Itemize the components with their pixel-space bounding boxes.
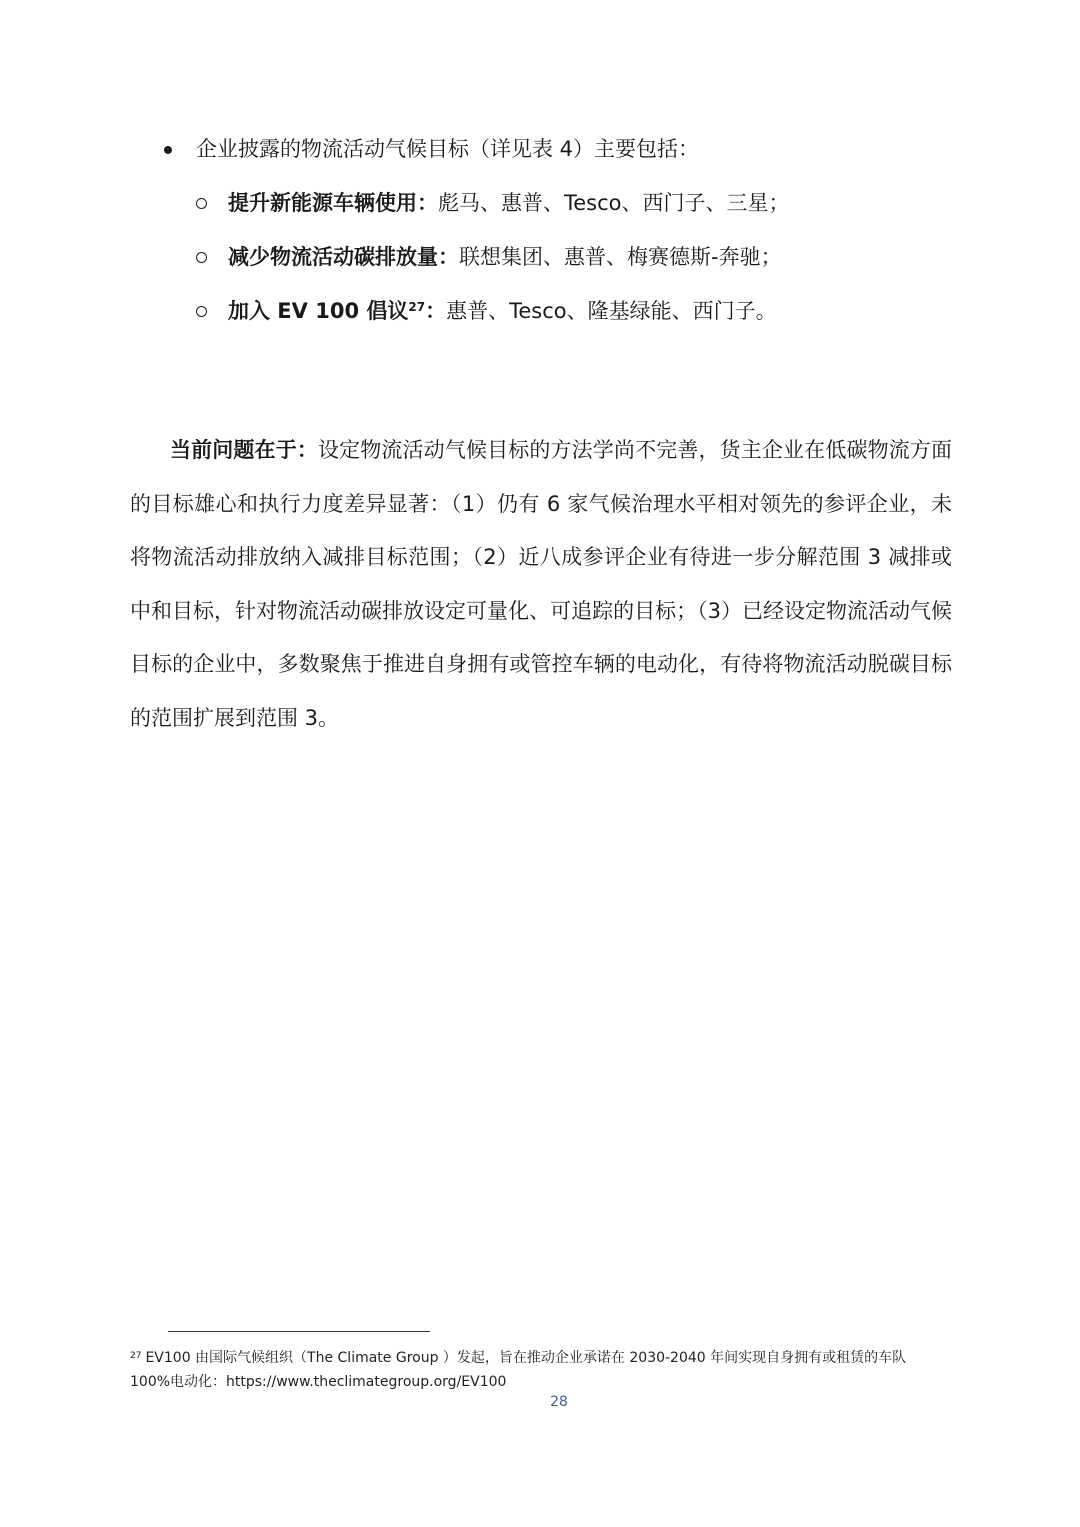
sub-item-new-energy-vehicles bbox=[160, 182, 960, 236]
footnote-reference[interactable]: 27 bbox=[408, 300, 426, 314]
sub-item-text: 联想集团、惠普、梅赛德斯-奔驰； bbox=[459, 245, 782, 269]
bullet-item-main bbox=[160, 128, 960, 172]
sub-item-text: 彪马、惠普、Tesco、西门子、三星； bbox=[438, 191, 790, 215]
sub-item-label: 加入 EV 100 倡议 bbox=[228, 299, 409, 323]
hollow-circle-bullet-icon bbox=[196, 306, 207, 317]
paragraph-body: 设定物流活动气候目标的方法学尚不完善，货主企业在低碳物流方面的目标雄心和执行力度差异显著：（1）仍有 6 家气候治理水平相对领先的参评企业，未将物流活动排放纳入减排目标范围；（2）近八成参评企业有待进一步分解范围 3 减排或中和目标，针对物流活动碳排放设定可量化、可追踪的目标；（3）已经设定物流活动气候目标的企业中，多数聚焦于推进自身拥有或管控车辆的电动化，有待将物流活动脱碳目标的范围扩展到范围 3。 bbox=[130, 438, 953, 730]
sub-bullet-list bbox=[160, 182, 960, 344]
sub-item-label: 提升新能源车辆使用： bbox=[228, 191, 438, 215]
hollow-circle-bullet-icon bbox=[196, 252, 207, 263]
footnote-number: 27 bbox=[130, 1351, 142, 1361]
sub-item-text: 惠普、Tesco、隆基绿能、西门子。 bbox=[446, 299, 777, 323]
targets-bullet-list bbox=[160, 128, 960, 344]
sub-list-container bbox=[160, 182, 960, 344]
footnote-text: EV100 由国际气候组织（The Climate Group ）发起，旨在推动企业承诺在 2030-2040 年间实现自身拥有或租赁的车队 100%电动化：https://www.theclimategroup.org/EV100 bbox=[130, 1350, 907, 1390]
sub-item-label-suffix: ： bbox=[425, 299, 447, 323]
footnote bbox=[130, 1346, 930, 1394]
sub-item-label: 减少物流活动碳排放量： bbox=[228, 245, 459, 269]
sub-item-ev100 bbox=[160, 290, 960, 344]
hollow-circle-bullet-icon bbox=[196, 198, 207, 209]
bullet-dot-icon bbox=[164, 146, 172, 154]
page-number: 28 bbox=[550, 1394, 568, 1410]
bullet-main-text: 企业披露的物流活动气候目标（详见表 4）主要包括： bbox=[196, 137, 700, 161]
paragraph-lead: 当前问题在于： bbox=[170, 438, 318, 462]
sub-item-reduce-emissions bbox=[160, 236, 960, 290]
problem-paragraph bbox=[130, 424, 952, 745]
footnote-divider bbox=[168, 1331, 430, 1332]
